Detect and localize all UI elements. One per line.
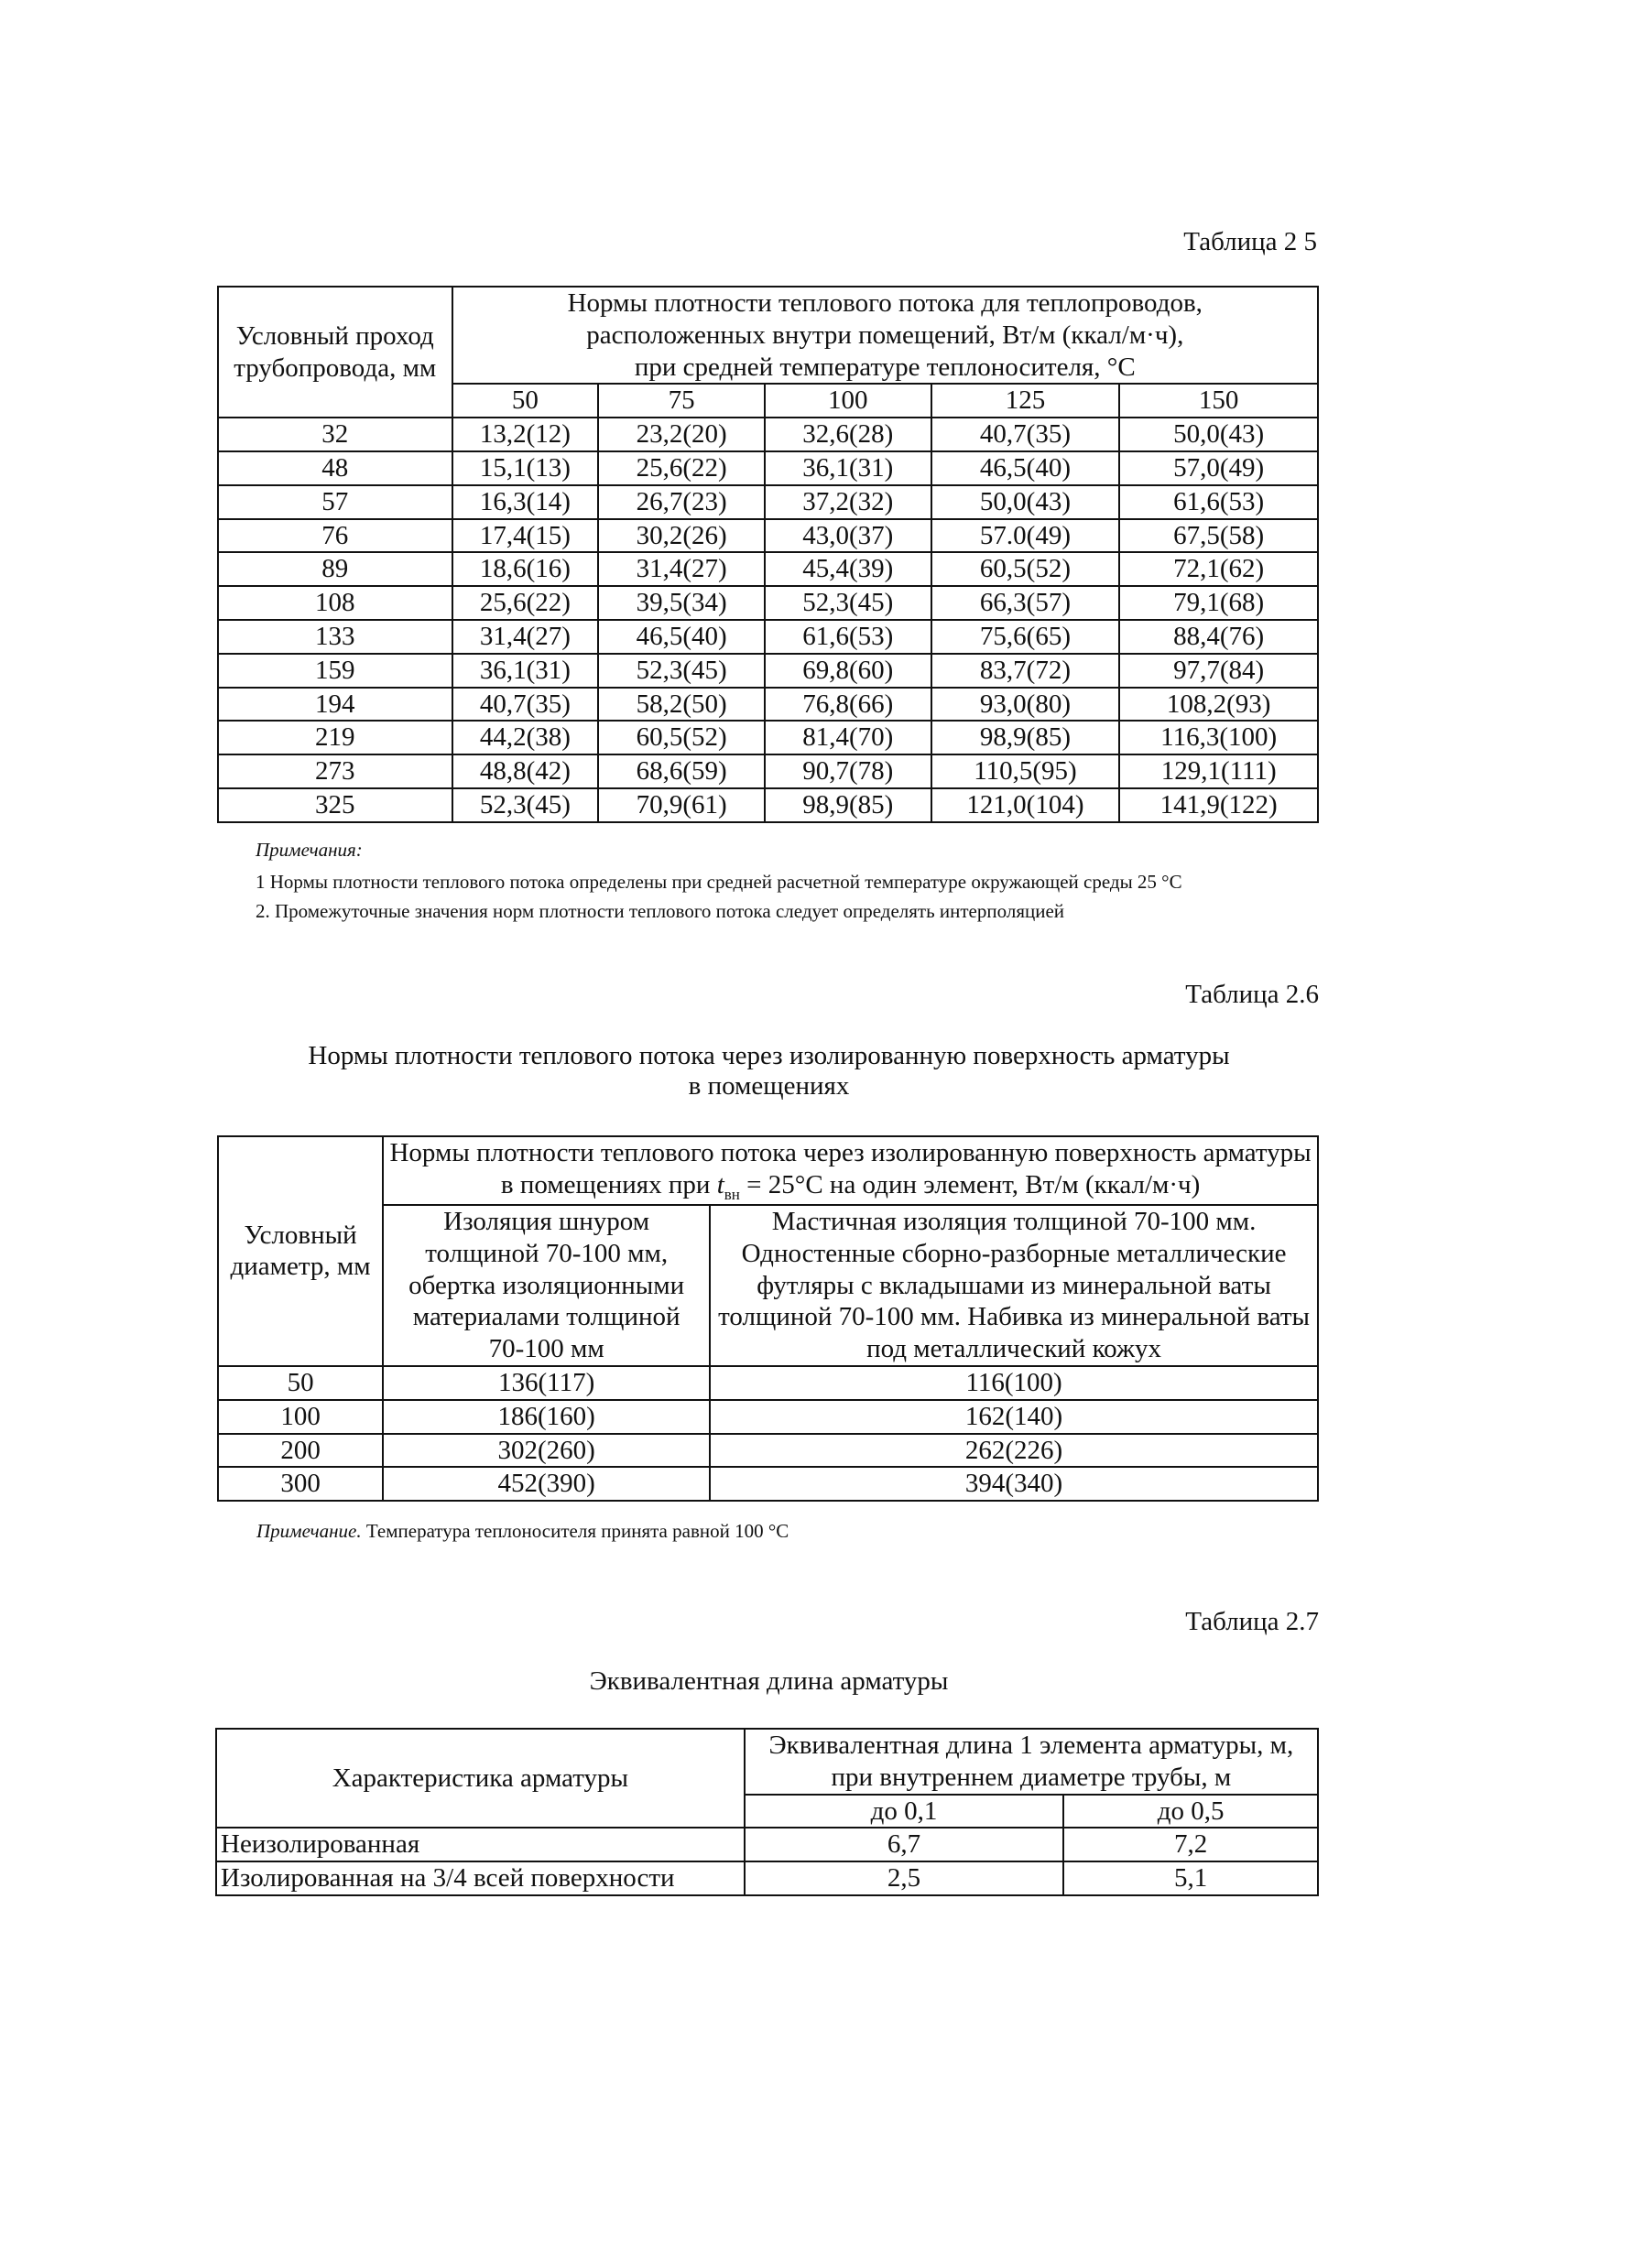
pipe-diameter-cell: 108 [218,586,452,620]
value-cell: 16,3(14) [452,485,599,519]
value-cell: 136(117) [383,1366,710,1400]
value-cell: 98,9(85) [931,721,1120,754]
value-cell: 88,4(76) [1119,620,1318,654]
value-cell: 61,6(53) [765,620,931,654]
value-cell: 116(100) [710,1366,1318,1400]
value-cell: 83,7(72) [931,654,1120,688]
table-row [216,1828,1318,1861]
value-cell: 18,6(16) [452,552,599,586]
table-2-5-label: Таблица 2 5 [1183,227,1317,256]
diameter-cell: 200 [218,1434,383,1468]
table-row [218,586,1318,620]
value-cell: 81,4(70) [765,721,931,754]
value-cell: 394(340) [710,1467,1318,1501]
pipe-diameter-cell: 76 [218,519,452,553]
value-cell: 5,1 [1063,1861,1318,1895]
notes-title: Примечания: [256,839,363,861]
value-cell: 60,5(52) [931,552,1120,586]
value-cell: 90,7(78) [765,754,931,788]
value-cell: 7,2 [1063,1828,1318,1861]
value-cell: 129,1(111) [1119,754,1318,788]
value-cell: 45,4(39) [765,552,931,586]
diameter-cell: 100 [218,1400,383,1434]
header-temp: 150 [1119,384,1318,418]
characteristic-cell: Неизолированная [216,1828,745,1861]
value-cell: 186(160) [383,1400,710,1434]
table-row [218,688,1318,722]
table-row [218,654,1318,688]
value-cell: 58,2(50) [598,688,765,722]
value-cell: 36,1(31) [452,654,599,688]
value-cell: 46,5(40) [598,620,765,654]
header-cord-insulation: Изоляция шнуром толщиной 70-100 мм, обертка изоляционными материалами толщиной 70-100 мм [383,1205,710,1366]
pipe-diameter-cell: 133 [218,620,452,654]
value-cell: 57.0(49) [931,519,1120,553]
value-cell: 93,0(80) [931,688,1120,722]
characteristic-cell: Изолированная на 3/4 всей поверхности [216,1861,745,1895]
table-row [218,485,1318,519]
value-cell: 108,2(93) [1119,688,1318,722]
value-cell: 50,0(43) [1119,418,1318,451]
table-row [218,1366,1318,1400]
value-cell: 60,5(52) [598,721,765,754]
value-cell: 31,4(27) [598,552,765,586]
value-cell: 50,0(43) [931,485,1120,519]
pipe-diameter-cell: 273 [218,754,452,788]
header-temp: 75 [598,384,765,418]
value-cell: 40,7(35) [452,688,599,722]
value-cell: 36,1(31) [765,451,931,485]
value-cell: 30,2(26) [598,519,765,553]
header-equivalent-length: Эквивалентная длина 1 элемента арматуры, м, при внутреннем диаметре трубы, м [745,1729,1318,1795]
value-cell: 66,3(57) [931,586,1120,620]
header-temp: 100 [765,384,931,418]
diameter-cell: 300 [218,1467,383,1501]
table-row [218,721,1318,754]
value-cell: 262(226) [710,1434,1318,1468]
value-cell: 52,3(45) [765,586,931,620]
table-2-5-notes [217,839,1321,923]
note-1: 1 Нормы плотности теплового потока определены при средней расчетной температуре окружающей среды 25 °С [256,871,1182,893]
value-cell: 37,2(32) [765,485,931,519]
table-row [218,451,1318,485]
value-cell: 70,9(61) [598,788,765,822]
table-2-5 [217,286,1319,823]
table-2-7-title: Эквивалентная длина арматуры [589,1666,949,1696]
value-cell: 76,8(66) [765,688,931,722]
pipe-diameter-cell: 159 [218,654,452,688]
value-cell: 25,6(22) [452,586,599,620]
value-cell: 75,6(65) [931,620,1120,654]
table-row [218,754,1318,788]
header-mastic-insulation: Мастичная изоляция толщиной 70-100 мм. Одностенные сборно-разборные металлические футляры с вкладышами из минеральной ваты толщиной 70-100 мм. Набивка из минеральной ваты под металлический кожух [710,1205,1318,1366]
value-cell: 17,4(15) [452,519,599,553]
table-row [218,519,1318,553]
value-cell: 6,7 [745,1828,1064,1861]
table-2-6 [217,1135,1319,1502]
value-cell: 68,6(59) [598,754,765,788]
value-cell: 67,5(58) [1119,519,1318,553]
value-cell: 40,7(35) [931,418,1120,451]
pipe-diameter-cell: 57 [218,485,452,519]
table-row [216,1861,1318,1895]
pipe-diameter-cell: 89 [218,552,452,586]
header-pipe-diameter: Условный проход трубопровода, мм [218,287,452,418]
pipe-diameter-cell: 48 [218,451,452,485]
value-cell: 141,9(122) [1119,788,1318,822]
value-cell: 48,8(42) [452,754,599,788]
value-cell: 452(390) [383,1467,710,1501]
pipe-diameter-cell: 325 [218,788,452,822]
value-cell: 110,5(95) [931,754,1120,788]
table-row [218,1400,1318,1434]
value-cell: 2,5 [745,1861,1064,1895]
value-cell: 31,4(27) [452,620,599,654]
value-cell: 43,0(37) [765,519,931,553]
table-row [218,620,1318,654]
header-temp: 50 [452,384,599,418]
value-cell: 13,2(12) [452,418,599,451]
value-cell: 69,8(60) [765,654,931,688]
header-diameter-0-5: до 0,5 [1063,1795,1318,1829]
value-cell: 116,3(100) [1119,721,1318,754]
value-cell: 121,0(104) [931,788,1120,822]
value-cell: 52,3(45) [452,788,599,822]
diameter-cell: 50 [218,1366,383,1400]
pipe-diameter-cell: 194 [218,688,452,722]
table-row [218,418,1318,451]
table-2-6-label: Таблица 2.6 [1185,980,1319,1009]
pipe-diameter-cell: 219 [218,721,452,754]
table-2-7 [215,1728,1319,1896]
table-2-7-label: Таблица 2.7 [1185,1607,1319,1636]
value-cell: 57,0(49) [1119,451,1318,485]
table-row [218,1434,1318,1468]
table-row [218,1467,1318,1501]
value-cell: 46,5(40) [931,451,1120,485]
value-cell: 32,6(28) [765,418,931,451]
value-cell: 61,6(53) [1119,485,1318,519]
table-row [218,552,1318,586]
value-cell: 26,7(23) [598,485,765,519]
value-cell: 52,3(45) [598,654,765,688]
value-cell: 23,2(20) [598,418,765,451]
header-diameter-0-1: до 0,1 [745,1795,1064,1829]
header-heat-flux: Нормы плотности теплового потока для теплопроводов, расположенных внутри помещений, Вт/м (ккал/м·ч), при средней температуре теплоносителя, °С [452,287,1318,384]
note-2: 2. Промежуточные значения норм плотности теплового потока следует определять интерполяцией [256,900,1065,923]
value-cell: 98,9(85) [765,788,931,822]
header-valve-characteristic: Характеристика арматуры [216,1729,745,1828]
value-cell: 25,6(22) [598,451,765,485]
header-temp: 125 [931,384,1120,418]
value-cell: 162(140) [710,1400,1318,1434]
value-cell: 302(260) [383,1434,710,1468]
value-cell: 39,5(34) [598,586,765,620]
pipe-diameter-cell: 32 [218,418,452,451]
header-heat-flux-valves: Нормы плотности теплового потока через изолированную поверхность арматуры в помещениях при $t_{вн} = 25^\circ С$ на один элемент, Вт/м (ккал/м·ч) [383,1136,1318,1205]
value-cell: 44,2(38) [452,721,599,754]
value-cell: 15,1(13) [452,451,599,485]
value-cell: 97,7(84) [1119,654,1318,688]
table-row [218,788,1318,822]
header-nominal-diameter: Условный диаметр, мм [218,1136,383,1366]
table-2-6-note: Примечание. Температура теплоносителя принята равной 100 °С [256,1520,789,1542]
value-cell: 72,1(62) [1119,552,1318,586]
value-cell: 79,1(68) [1119,586,1318,620]
table-2-6-title: Нормы плотности теплового потока через изолированную поверхность арматуры в помещениях [308,1041,1230,1101]
